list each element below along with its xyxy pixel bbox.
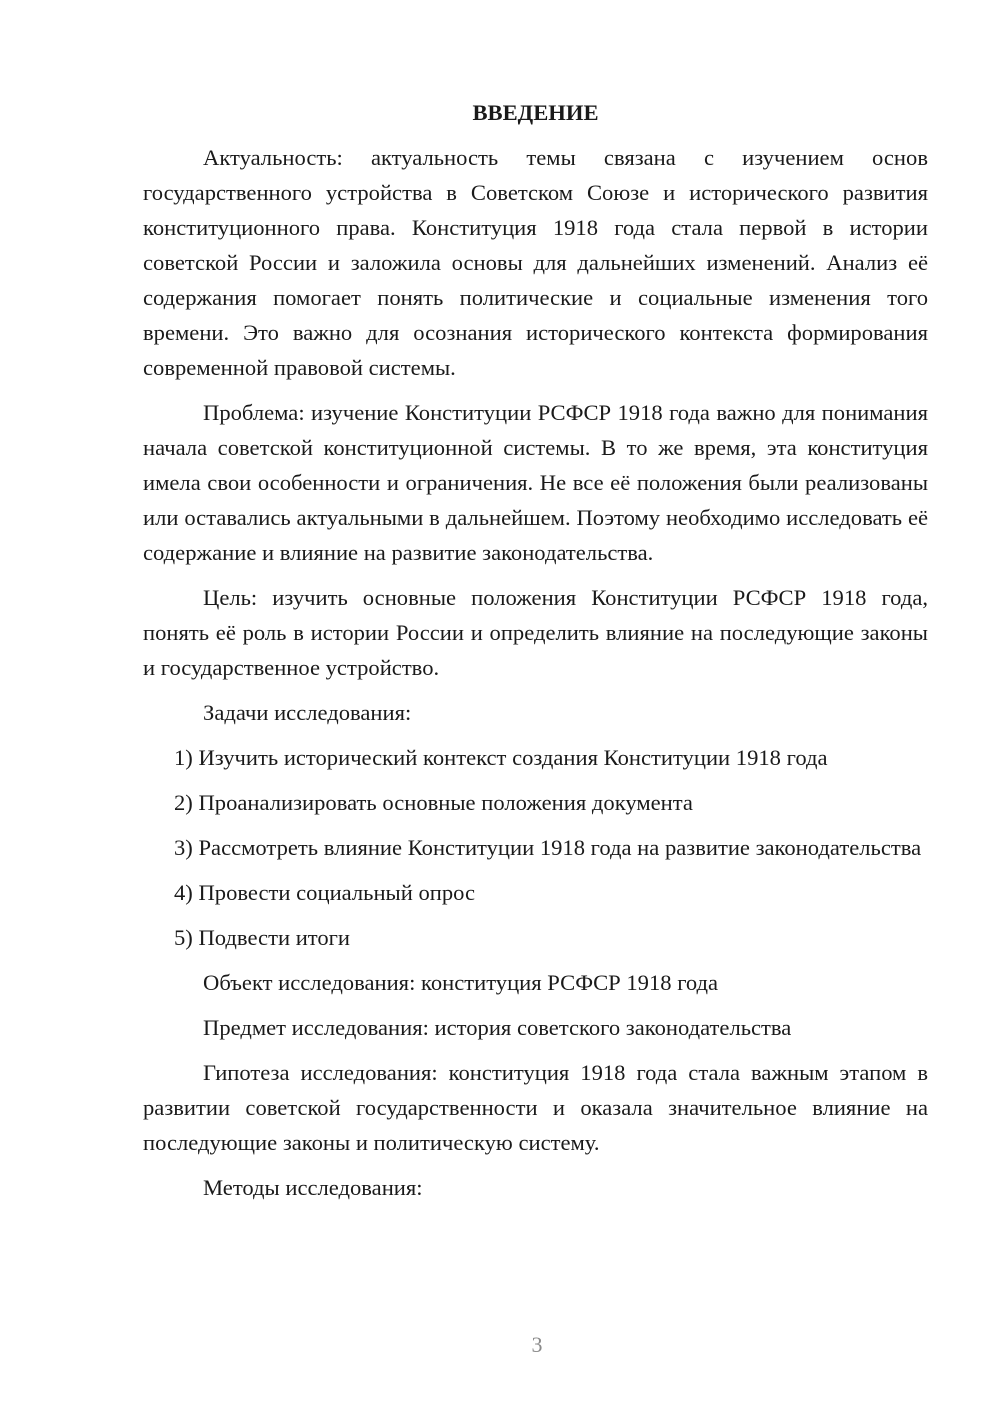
task-item-5: 5) Подвести итоги bbox=[174, 925, 351, 950]
paragraph-hypothesis: Гипотеза исследования: конституция 1918 года стала важным этапом в развитии советской государственности и оказала значительное влияние на последующие законы и политическую систему. bbox=[143, 1060, 928, 1155]
task-item-1: 1) Изучить исторический контекст создания Конституции 1918 года bbox=[174, 745, 828, 770]
task-item-2: 2) Проанализировать основные положения документа bbox=[174, 790, 693, 815]
task-item-4: 4) Провести социальный опрос bbox=[174, 880, 476, 905]
paragraph-goal: Цель: изучить основные положения Конституции РСФСР 1918 года, понять её роль в истории России и определить влияние на последующие законы и государственное устройство. bbox=[143, 585, 928, 680]
paragraph-problem: Проблема: изучение Конституции РСФСР 1918 года важно для понимания начала советской конституционной системы. В то же время, эта конституция имела свои особенности и ограничения. Не все её положения были реализованы или оставались актуальными в дальнейшем. Поэтому необходимо исследовать её содержание и влияние на развитие законодательства. bbox=[143, 400, 928, 565]
paragraph-subject: Предмет исследования: история советского законодательства bbox=[203, 1015, 792, 1040]
task-item-3: 3) Рассмотреть влияние Конституции 1918 года на развитие законодательства bbox=[174, 835, 922, 860]
page-title: ВВЕДЕНИЕ bbox=[472, 100, 599, 125]
page-content bbox=[143, 95, 928, 1215]
paragraph-relevance: Актуальность: актуальность темы связана с изучением основ государственного устройства в Советском Союзе и исторического развития конституционного права. Конституция 1918 года стала первой в истории советской России и заложила основы для дальнейших изменений. Анализ её содержания помогает понять политические и социальные изменения того времени. Это важно для осознания исторического контекста формирования современной правовой системы. bbox=[143, 145, 928, 380]
methods-heading: Методы исследования: bbox=[203, 1175, 423, 1200]
paragraph-object: Объект исследования: конституция РСФСР 1918 года bbox=[203, 970, 719, 995]
page-number: 3 bbox=[531, 1332, 543, 1357]
tasks-heading: Задачи исследования: bbox=[203, 700, 412, 725]
